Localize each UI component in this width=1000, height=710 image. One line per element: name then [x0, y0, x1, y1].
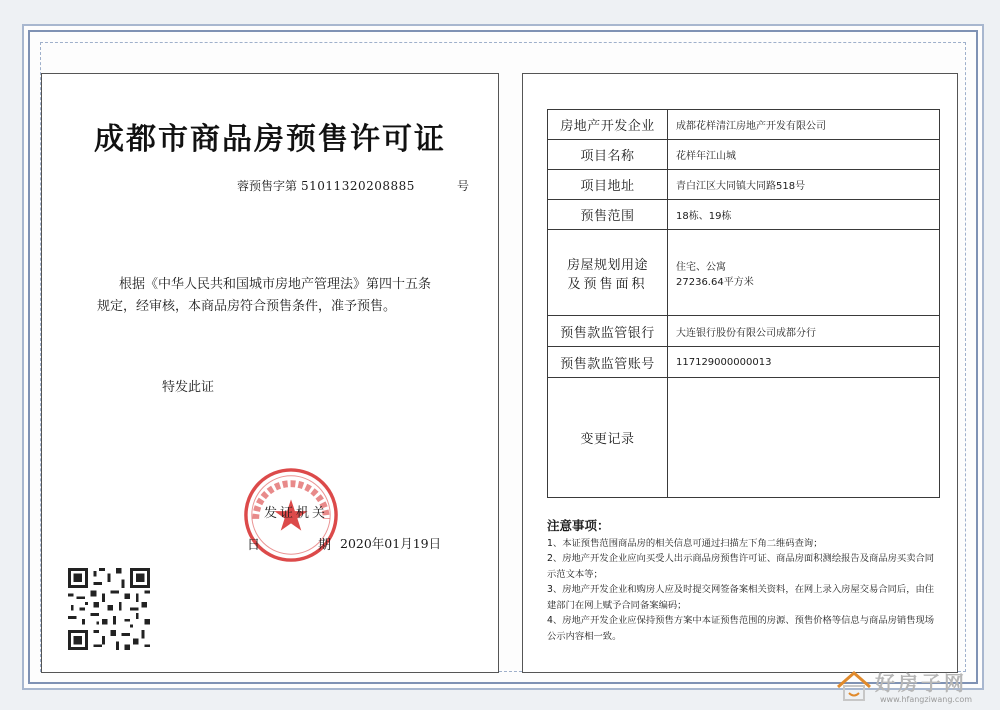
- row-value: 117129000000013: [668, 347, 940, 378]
- row-key-line-1: 房屋规划用途: [566, 257, 648, 273]
- row-value-line-2: 27236.64平方米: [676, 276, 754, 288]
- row-key: [548, 230, 668, 316]
- notes-heading: 注意事项：: [547, 518, 610, 533]
- row-value: 花样年江山城: [668, 140, 940, 170]
- row-key: 项目地址: [548, 170, 668, 200]
- site-watermark: [835, 665, 1000, 710]
- row-value: 青白江区大同镇大同路518号: [668, 170, 940, 200]
- permit-number: 51011320208885: [301, 179, 415, 193]
- note-item: 1、本证预售范围商品房的相关信息可通过扫描左下角二维码查询；: [547, 537, 823, 549]
- note-item: 3、房地产开发企业和购房人应及时提交网签备案相关资料，在网上录入房屋交易合同后，由住建部门在网上赋予合同备案编码；: [547, 584, 935, 611]
- permit-suffix: 号: [457, 179, 470, 193]
- row-key-line-2: 及预售面积: [567, 276, 648, 292]
- row-key: 预售款监管账号: [548, 347, 668, 378]
- certificate-right-panel: [522, 73, 958, 673]
- table-row: [548, 378, 940, 498]
- house-logo-icon: [835, 669, 873, 703]
- row-key: 房地产开发企业: [548, 110, 668, 140]
- table-row: [548, 347, 940, 378]
- qr-code-icon[interactable]: [68, 568, 150, 650]
- date-label-end: 期: [318, 538, 332, 553]
- issuing-authority-label: 发证机关: [264, 506, 329, 521]
- permit-number-line: [237, 177, 470, 194]
- table-row: [548, 110, 940, 140]
- body-line-2: 规定，经审核，本商品房符合预售条件，准予预售。: [97, 299, 397, 314]
- certificate-left-panel: [41, 73, 499, 673]
- table-row: [548, 170, 940, 200]
- row-key: 预售款监管银行: [548, 316, 668, 347]
- permit-prefix: 蓉预售字第: [237, 179, 298, 193]
- watermark-url: www.hfangziwang.com: [880, 695, 973, 704]
- row-key: 项目名称: [548, 140, 668, 170]
- project-details-table: [547, 109, 940, 498]
- row-value: 大连银行股份有限公司成都分行: [668, 316, 940, 347]
- row-key: 变更记录: [548, 378, 668, 498]
- table-row: [548, 316, 940, 347]
- certificate-body: [97, 274, 477, 318]
- table-row: [548, 230, 940, 316]
- issue-date: 2020年01月19日: [340, 536, 442, 551]
- row-value: [668, 230, 940, 316]
- certificate-title: 成都市商品房预售许可证: [94, 122, 446, 157]
- row-key: 预售范围: [548, 200, 668, 230]
- watermark-title: 好房子网: [875, 671, 967, 695]
- notes-section: [547, 518, 942, 644]
- row-value-line-1: 住宅、公寓: [676, 261, 726, 273]
- note-item: 4、房地产开发企业应保持预售方案中本证预售范围的房源、预售价格等信息与商品房销售现场公示内容相一致。: [547, 615, 935, 642]
- row-value: [668, 378, 940, 498]
- date-label: [247, 534, 331, 553]
- body-line-1: 根据《中华人民共和国城市房地产管理法》第四十五条: [119, 277, 432, 292]
- date-label-start: 日: [247, 538, 261, 553]
- row-value: 成都花样清江房地产开发有限公司: [668, 110, 940, 140]
- table-row: [548, 200, 940, 230]
- note-item: 2、房地产开发企业应向买受人出示商品房预售许可证、商品房面积测绘报告及商品房买卖合同示范文本等；: [547, 553, 935, 580]
- table-row: [548, 140, 940, 170]
- row-value: 18栋、19栋: [668, 200, 940, 230]
- special-issue-text: 特发此证: [162, 380, 215, 395]
